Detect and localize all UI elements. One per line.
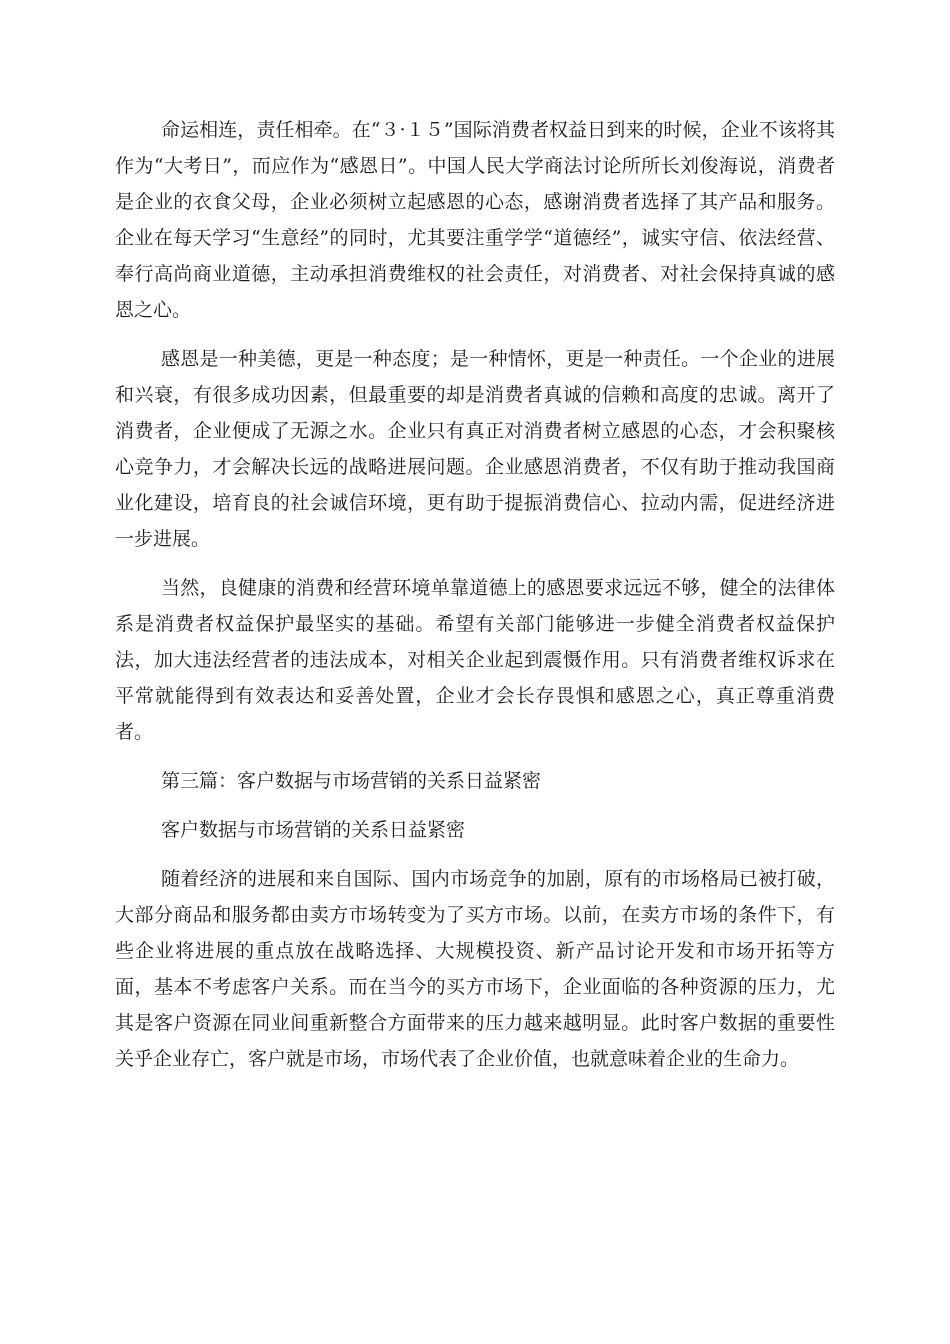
body-paragraph: 当然，良健康的消费和经营环境单靠道德上的感恩要求远远不够，健全的法律体系是消费者权益保护最坚实的基础。希望有关部门能够进一步健全消费者权益保护法，加大违法经营者的违法成本，对相关企业起到震慑作用。只有消费者维权诉求在平常就能得到有效表达和妥善处置，企业才会长存畏惧和感恩之心，真正尊重消费者。	[115, 577, 835, 743]
body-paragraph: 随着经济的进展和来自国际、国内市场竞争的加剧，原有的市场格局已被打破，大部分商品和服务都由卖方市场转变为了买方市场。以前，在卖方市场的条件下，有些企业将进展的重点放在战略选择、大规模投资、新产品讨论开发和市场开拓等方面，基本不考虑客户关系。而在当今的买方市场下，企业面临的各种资源的压力，尤其是客户资源在同业间重新整合方面带来的压力越来越明显。此时客户数据的重要性关乎企业存亡，客户就是市场，市场代表了企业价值，也就意味着企业的生命力。	[115, 868, 835, 1070]
body-paragraph: 感恩是一种美德，更是一种态度；是一种情怀，更是一种责任。一个企业的进展和兴衰，有很多成功因素，但最重要的却是消费者真诚的信赖和高度的忠诚。离开了消费者，企业便成了无源之水。企业只有真正对消费者树立感恩的心态，才会积聚核心竞争力，才会解决长远的战略进展问题。企业感恩消费者，不仅有助于推动我国商业化建设，培育良的社会诚信环境，更有助于提振消费信心、拉动内需，促进经济进一步进展。	[115, 348, 835, 550]
document-page	[115, 112, 835, 1077]
section-heading: 第三篇：客户数据与市场营销的关系日益紧密	[161, 770, 542, 792]
section-subheading: 客户数据与市场营销的关系日益紧密	[161, 819, 466, 841]
body-paragraph: 命运相连，责任相牵。在“３·１５”国际消费者权益日到来的时候，企业不该将其作为“大考日”，而应作为“感恩日”。中国人民大学商法讨论所所长刘俊海说，消费者是企业的衣食父母，企业必须树立起感恩的心态，感谢消费者选择了其产品和服务。企业在每天学习“生意经”的同时，尤其要注重学学“道德经”，诚实守信、依法经营、奉行高尚商业道德，主动承担消费维权的社会责任，对消费者、对社会保持真诚的感恩之心。	[115, 119, 835, 321]
